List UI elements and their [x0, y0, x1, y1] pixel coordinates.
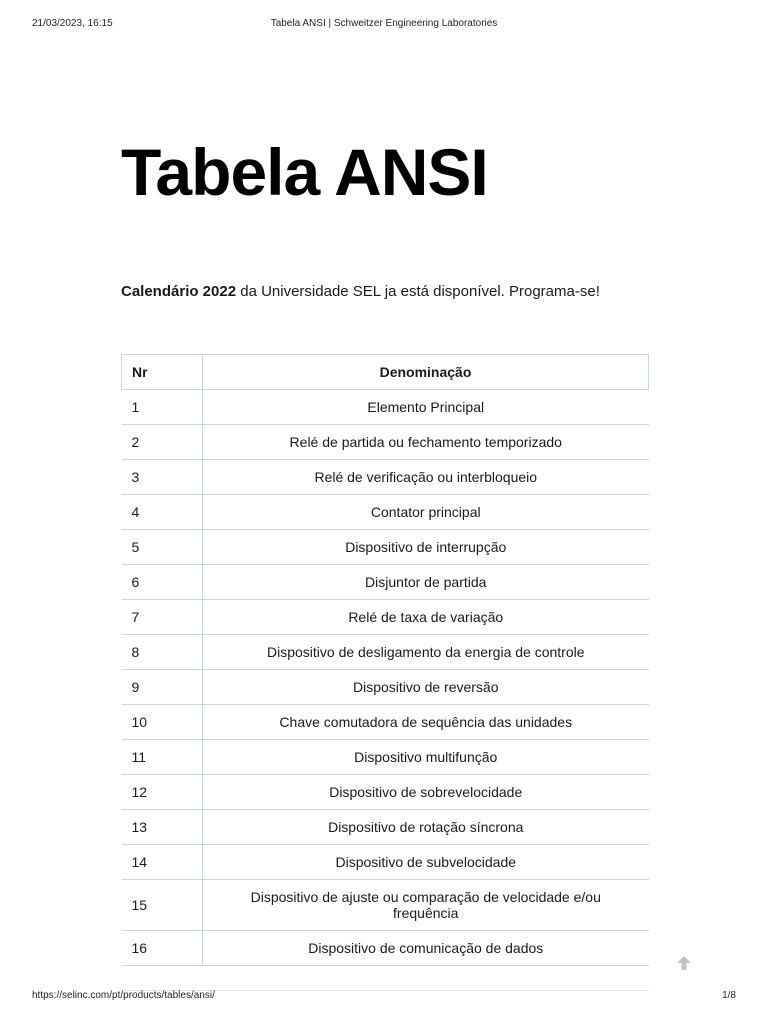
print-document-title: Tabela ANSI | Schweitzer Engineering Laboratories — [270, 18, 498, 29]
table-row — [122, 740, 649, 775]
row-denominacao: Relé de partida ou fechamento temporizado — [203, 425, 649, 460]
row-number: 11 — [122, 740, 203, 775]
row-number: 13 — [122, 810, 203, 845]
row-denominacao: Relé de taxa de variação — [203, 600, 649, 635]
column-header-denominacao: Denominação — [203, 355, 649, 390]
calendar-link[interactable] — [121, 283, 381, 300]
calendar-link-bold: Calendário 2022 — [121, 283, 237, 300]
table-row — [122, 705, 649, 740]
row-number: 6 — [122, 565, 203, 600]
row-denominacao: Dispositivo de interrupção — [203, 530, 649, 565]
row-number: 2 — [122, 425, 203, 460]
table-row — [122, 460, 649, 495]
calendar-link-rest: da Universidade SEL — [236, 283, 381, 300]
row-number: 5 — [122, 530, 203, 565]
row-denominacao: Disjuntor de partida — [203, 565, 649, 600]
table-row — [122, 880, 649, 931]
row-number: 3 — [122, 460, 203, 495]
row-number: 8 — [122, 635, 203, 670]
table-body — [122, 390, 649, 966]
row-denominacao: Dispositivo de desligamento da energia de controle — [203, 635, 649, 670]
row-denominacao: Dispositivo de comunicação de dados — [203, 931, 649, 966]
row-denominacao: Chave comutadora de sequência das unidades — [203, 705, 649, 740]
table-header-row — [122, 355, 649, 390]
table-row — [122, 670, 649, 705]
ansi-table — [121, 354, 649, 966]
column-header-nr: Nr — [122, 355, 203, 390]
table-row — [122, 810, 649, 845]
row-number: 10 — [122, 705, 203, 740]
row-denominacao: Dispositivo multifunção — [203, 740, 649, 775]
table-row — [122, 425, 649, 460]
row-denominacao: Dispositivo de rotação síncrona — [203, 810, 649, 845]
table-row — [122, 635, 649, 670]
table-row — [122, 565, 649, 600]
row-number: 15 — [122, 880, 203, 931]
scroll-to-top-button[interactable] — [674, 953, 694, 973]
row-number: 14 — [122, 845, 203, 880]
row-number: 12 — [122, 775, 203, 810]
row-denominacao: Dispositivo de subvelocidade — [203, 845, 649, 880]
print-header — [32, 16, 736, 32]
row-number: 9 — [122, 670, 203, 705]
print-footer — [32, 988, 736, 1004]
row-denominacao: Dispositivo de ajuste ou comparação de velocidade e/ou frequência — [203, 880, 649, 931]
page-indicator: 1/8 — [722, 990, 736, 1001]
promo-text — [121, 282, 600, 302]
row-number: 4 — [122, 495, 203, 530]
row-denominacao: Dispositivo de reversão — [203, 670, 649, 705]
page-title: Tabela ANSI — [121, 135, 488, 209]
table-row — [122, 775, 649, 810]
table-row — [122, 495, 649, 530]
row-denominacao: Dispositivo de sobrevelocidade — [203, 775, 649, 810]
arrow-up-icon — [674, 953, 694, 973]
row-number: 16 — [122, 931, 203, 966]
table-row — [122, 845, 649, 880]
table-row — [122, 600, 649, 635]
table-row — [122, 390, 649, 425]
table-row — [122, 931, 649, 966]
print-url: https://selinc.com/pt/products/tables/ansi/ — [32, 990, 215, 1001]
row-denominacao: Contator principal — [203, 495, 649, 530]
row-denominacao: Relé de verificação ou interbloqueio — [203, 460, 649, 495]
row-denominacao: Elemento Principal — [203, 390, 649, 425]
row-number: 1 — [122, 390, 203, 425]
promo-text-rest: ja está disponível. Programa-se! — [380, 283, 600, 300]
print-datetime: 21/03/2023, 16:15 — [32, 18, 113, 29]
table-row — [122, 530, 649, 565]
row-number: 7 — [122, 600, 203, 635]
